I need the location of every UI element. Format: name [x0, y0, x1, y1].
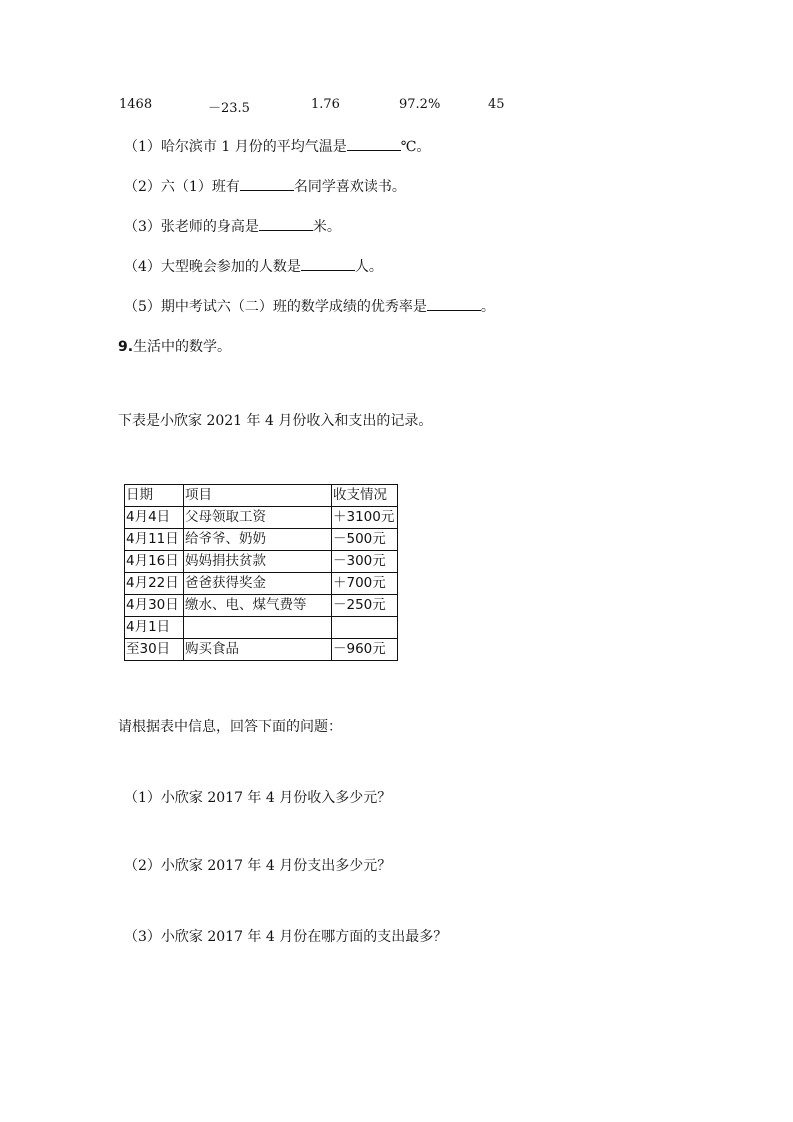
header-amount: 收支情况 [332, 485, 398, 507]
cell-amount [332, 617, 398, 639]
question-suffix: ℃。 [400, 139, 431, 155]
section-title: 生活中的数学。 [133, 339, 232, 355]
fill-question-3 [124, 216, 341, 236]
question-text: （1）哈尔滨市 1 月份的平均气温是 [124, 139, 347, 155]
question-suffix: 人。 [354, 259, 383, 275]
answer-blank[interactable] [427, 296, 481, 311]
number-5: 45 [488, 97, 505, 112]
question-suffix: 。 [480, 299, 495, 315]
table-header-row [125, 485, 398, 507]
question-suffix: 米。 [312, 219, 341, 235]
fill-question-1 [124, 136, 430, 156]
question-text: （4）大型晚会参加的人数是 [124, 259, 301, 275]
cell-date: 4月4日 [125, 507, 184, 529]
fill-question-5 [124, 296, 495, 316]
fill-question-2 [124, 176, 406, 196]
cell-amount: －500元 [332, 529, 398, 551]
number-1: 1468 [119, 97, 153, 112]
table-row [125, 573, 398, 595]
cell-item [184, 617, 332, 639]
sub-question-2: （2）小欣家 2017 年 4 月份支出多少元？ [124, 858, 392, 874]
header-date: 日期 [125, 485, 184, 507]
header-item: 项目 [184, 485, 332, 507]
cell-date: 4月16日 [125, 551, 184, 573]
question-suffix: 名同学喜欢读书。 [293, 179, 406, 195]
question-text: （3）张老师的身高是 [124, 219, 259, 235]
cell-item: 爸爸获得奖金 [184, 573, 332, 595]
table-row [125, 507, 398, 529]
number-4: 97.2% [399, 97, 441, 112]
cell-amount: －250元 [332, 595, 398, 617]
cell-item: 给爷爷、奶奶 [184, 529, 332, 551]
table-row [125, 639, 398, 661]
prompt-text: 请根据表中信息，回答下面的问题： [118, 719, 342, 735]
section-number: 9. [118, 339, 134, 355]
answer-blank[interactable] [259, 216, 313, 231]
sub-question-1: （1）小欣家 2017 年 4 月份收入多少元？ [124, 790, 392, 806]
cell-date: 4月30日 [125, 595, 184, 617]
answer-blank[interactable] [301, 256, 355, 271]
fill-question-4 [124, 256, 383, 276]
question-text: （2）六（1）班有 [124, 179, 240, 195]
cell-amount: －960元 [332, 639, 398, 661]
answer-blank[interactable] [347, 136, 401, 151]
cell-date: 4月1日 [125, 617, 184, 639]
answer-blank[interactable] [240, 176, 294, 191]
cell-date: 4月11日 [125, 529, 184, 551]
income-expense-table [124, 484, 398, 661]
cell-amount: －300元 [332, 551, 398, 573]
cell-item: 父母领取工资 [184, 507, 332, 529]
table-row [125, 595, 398, 617]
cell-date: 至30日 [125, 639, 184, 661]
cell-amount: ＋3100元 [332, 507, 398, 529]
number-2: －23.5 [208, 101, 250, 116]
sub-question-3: （3）小欣家 2017 年 4 月份在哪方面的支出最多？ [124, 929, 448, 945]
number-3: 1.76 [311, 97, 340, 112]
section-9-heading [118, 336, 231, 356]
question-text: （5）期中考试六（二）班的数学成绩的优秀率是 [124, 299, 427, 315]
cell-item: 购买食品 [184, 639, 332, 661]
table-row [125, 529, 398, 551]
table-row [125, 551, 398, 573]
cell-item: 缴水、电、煤气费等 [184, 595, 332, 617]
table-row [125, 617, 398, 639]
intro-text: 下表是小欣家 2021 年 4 月份收入和支出的记录。 [118, 413, 433, 429]
cell-item: 妈妈捐扶贫款 [184, 551, 332, 573]
cell-amount: ＋700元 [332, 573, 398, 595]
cell-date: 4月22日 [125, 573, 184, 595]
